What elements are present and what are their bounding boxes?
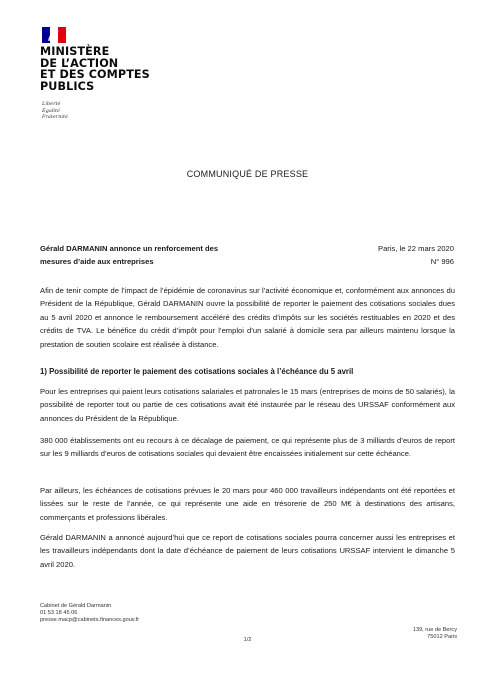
press-contact	[40, 603, 139, 625]
body-paragraph: Par ailleurs, les échéances de cotisations prévues le 20 mars pour 460 000 travailleurs indépendants ont été reportées et lissées sur le reste de l’année, ce qui représente une aide en trésorerie de 250 M€ à destinations des artisans, commerçants et professions libérales.	[40, 486, 455, 522]
page-number: 1/2	[243, 637, 252, 643]
press-release-title: COMMUNIQUÉ DE PRESSE	[186, 169, 309, 179]
motto-line: Liberté	[42, 101, 61, 107]
motto-line: Égalité	[42, 107, 60, 114]
address-street: 139, rue de Bercy	[412, 627, 457, 633]
contact-phone: 01 53 18 45 06	[40, 610, 78, 617]
ministry-line: PUBLICS	[40, 79, 95, 93]
release-date-block	[378, 242, 454, 268]
contact-email: presse.macp@cabinets.finances.gouv.fr	[40, 617, 140, 624]
body-paragraph: 380 000 établissements ont eu recours à ce décalage de paiement, ce qui représente plus de 3 milliards d’euros de report sur les 9 milliards d’euros de cotisations sociales qui devaient être encaissées initialement sur cette échéance.	[40, 436, 455, 459]
body-paragraph: Pour les entreprises qui paient leurs cotisations salariales et patronales le 15 mars (entreprises de moins de 50 salariés), la possibilité de reporter tout ou partie de ces cotisations avait été instaurée par le réseau des URSSAF conformément aux annonces du Président de la République.	[40, 387, 455, 423]
release-date: Paris, le 22 mars 2020	[378, 244, 454, 253]
ministry-line: ET DES COMPTES	[40, 68, 150, 81]
release-subject	[40, 242, 270, 268]
ministry-line: DE L’ACTION	[40, 56, 119, 70]
cabinet-name: Cabinet de Gérald Darmanin	[40, 603, 112, 609]
section-heading: 1) Possibilité de reporter le paiement des cotisations sociales à l’échéance du 5 avril	[40, 367, 354, 376]
motto-line: Fraternité	[42, 114, 68, 120]
marianne-logo	[42, 27, 66, 43]
republic-motto	[42, 101, 68, 121]
release-number: N° 996	[430, 257, 454, 266]
ministry-name	[40, 46, 150, 92]
address-city: 75012 Paris	[427, 634, 457, 641]
subject-line: mesures d’aide aux entreprises	[40, 257, 154, 266]
ministry-line: MINISTÈRE	[40, 45, 110, 58]
subject-line: Gérald DARMANIN annonce un renforcement des	[40, 244, 219, 253]
body-paragraph: Gérald DARMANIN a annoncé aujourd’hui que ce report de cotisations sociales pourra concerner aussi les entreprises et les travailleurs indépendants dont la date d’échéance de paiement de leurs cotisations URSSAF intervient le dimanche 5 avril 2020.	[40, 533, 455, 569]
intro-paragraph: Afin de tenir compte de l’impact de l’épidémie de coronavirus sur l’activité économique et, conformément aux annonces du Président de la République, Gérald DARMANIN ouvre la possibilité de reporter le paiement des cotisations sociales dues au 5 avril 2020 et annonce le remboursement accéléré des crédits d’impôts sur les sociétés restituables en 2020 et des crédits de TVA. Le bénéfice du crédit d’impôt pour l’emploi d’un salarié à domicile sera par ailleurs maintenu lorsque la prestation de soutien scolaire est réalisée à distance.	[40, 286, 455, 349]
